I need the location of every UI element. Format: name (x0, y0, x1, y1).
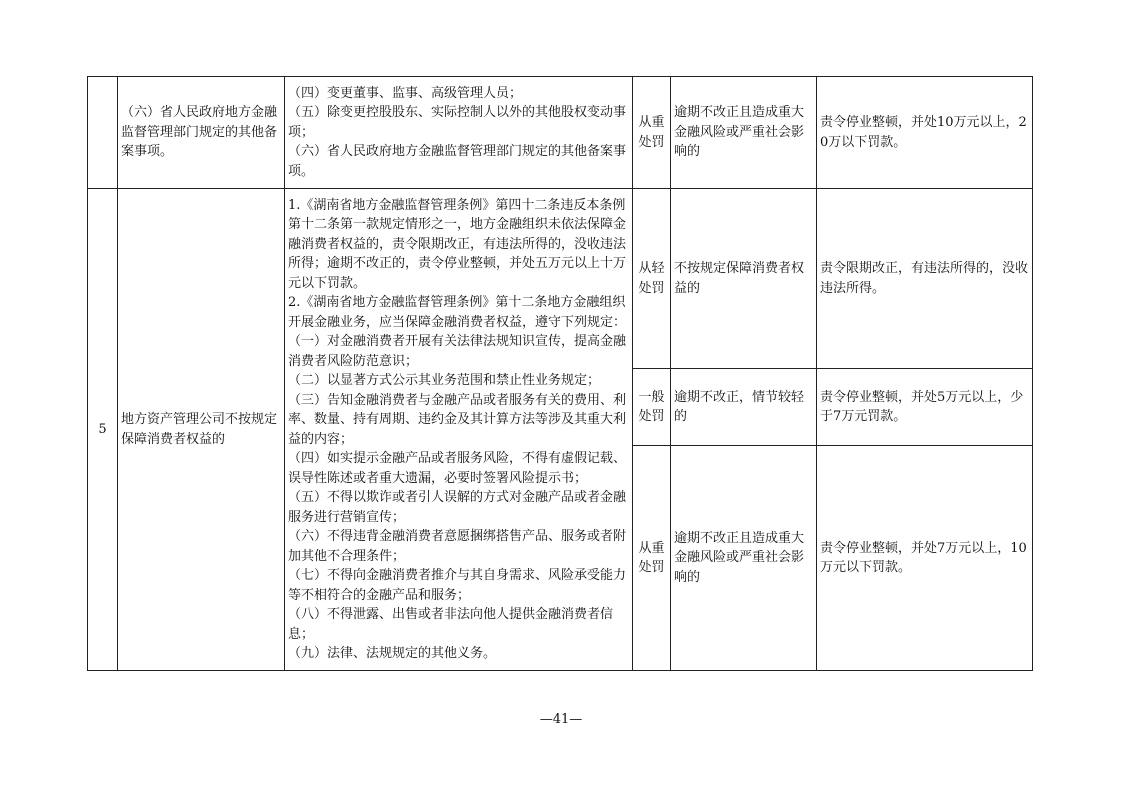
basis-line: （三）告知金融消费者与金融产品或者服务有关的费用、利率、数量、持有周期、违约金及其计算方法等涉及其重大利益的内容； (288, 392, 627, 447)
table-row (88, 189, 1033, 369)
circumstance-cell: 逾期不改正且造成重大金融风险或严重社会影响的 (671, 77, 817, 189)
penalty-level-cell: 从重处罚 (633, 77, 671, 189)
penalty-standards-table (87, 76, 1033, 671)
index-cell: 5 (88, 189, 118, 671)
penalty-level-cell: 一般处罚 (633, 369, 671, 446)
basis-line: 2.《湖南省地方金融监督管理条例》第十二条地方金融组织开展金融业务，应当保障金融消费者权益，遵守下列规定： (288, 295, 627, 330)
basis-line: （六）不得违背金融消费者意愿捆绑搭售产品、服务或者附加其他不合理条件； (288, 529, 627, 564)
basis-line: （二）以显著方式公示其业务范围和禁止性业务规定； (288, 373, 601, 388)
violation-situation-cell: 地方资产管理公司不按规定保障消费者权益的 (118, 189, 285, 671)
circumstance-cell: 逾期不改正且造成重大金融风险或严重社会影响的 (671, 446, 817, 671)
basis-line: （九）法律、法规规定的其他义务。 (288, 646, 497, 661)
basis-line: （六）省人民政府地方金融监督管理部门规定的其他备案事项。 (288, 144, 627, 179)
circumstance-cell: 逾期不改正，情节较轻的 (671, 369, 817, 446)
basis-line: （四）如实提示金融产品或者服务风险，不得有虚假记载、误导性陈述或者重大遗漏，必要时签署风险提示书； (288, 451, 627, 486)
basis-line: （四）变更董事、监事、高级管理人员； (288, 85, 523, 101)
penalty-level-cell: 从重处罚 (633, 446, 671, 671)
penalty-standard-cell: 责令限期改正，有违法所得的，没收违法所得。 (817, 189, 1033, 369)
table-row (88, 77, 1033, 189)
index-cell (88, 77, 118, 189)
basis-line: （一）对金融消费者开展有关法律法规知识宣传，提高金融消费者风险防范意识； (288, 334, 627, 369)
penalty-standard-cell: 责令停业整顿，并处10万元以上，20万以下罚款。 (817, 77, 1033, 189)
basis-line: （五）不得以欺诈或者引人误解的方式对金融产品或者金融服务进行营销宣传； (288, 490, 627, 525)
penalty-level-cell: 从轻处罚 (633, 189, 671, 369)
basis-line: （八）不得泄露、出售或者非法向他人提供金融消费者信息； (288, 607, 614, 642)
circumstance-cell: 不按规定保障消费者权益的 (671, 189, 817, 369)
penalty-standard-cell: 责令停业整顿，并处5万元以上，少于7万元罚款。 (817, 369, 1033, 446)
legal-basis-cell (285, 189, 633, 671)
basis-line: 1.《湖南省地方金融监督管理条例》第四十二条违反本条例第十二条第一款规定情形之一，地方金融组织未依法保障金融消费者权益的，责令限期改正，有违法所得的，没收违法所得；逾期不改正的，责令停业整顿，并处五万元以上十万元以下罚款。 (288, 197, 627, 291)
basis-line: （五）除变更控股股东、实际控制人以外的其他股权变动事项； (288, 105, 627, 140)
violation-situation-cell: （六）省人民政府地方金融监督管理部门规定的其他备案事项。 (118, 77, 285, 189)
penalty-standard-cell: 责令停业整顿，并处7万元以上，10万元以下罚款。 (817, 446, 1033, 671)
page-number: —41— (539, 712, 583, 727)
legal-basis-cell (285, 77, 633, 189)
basis-line: （七）不得向金融消费者推介与其自身需求、风险承受能力等不相符合的金融产品和服务； (288, 568, 627, 603)
